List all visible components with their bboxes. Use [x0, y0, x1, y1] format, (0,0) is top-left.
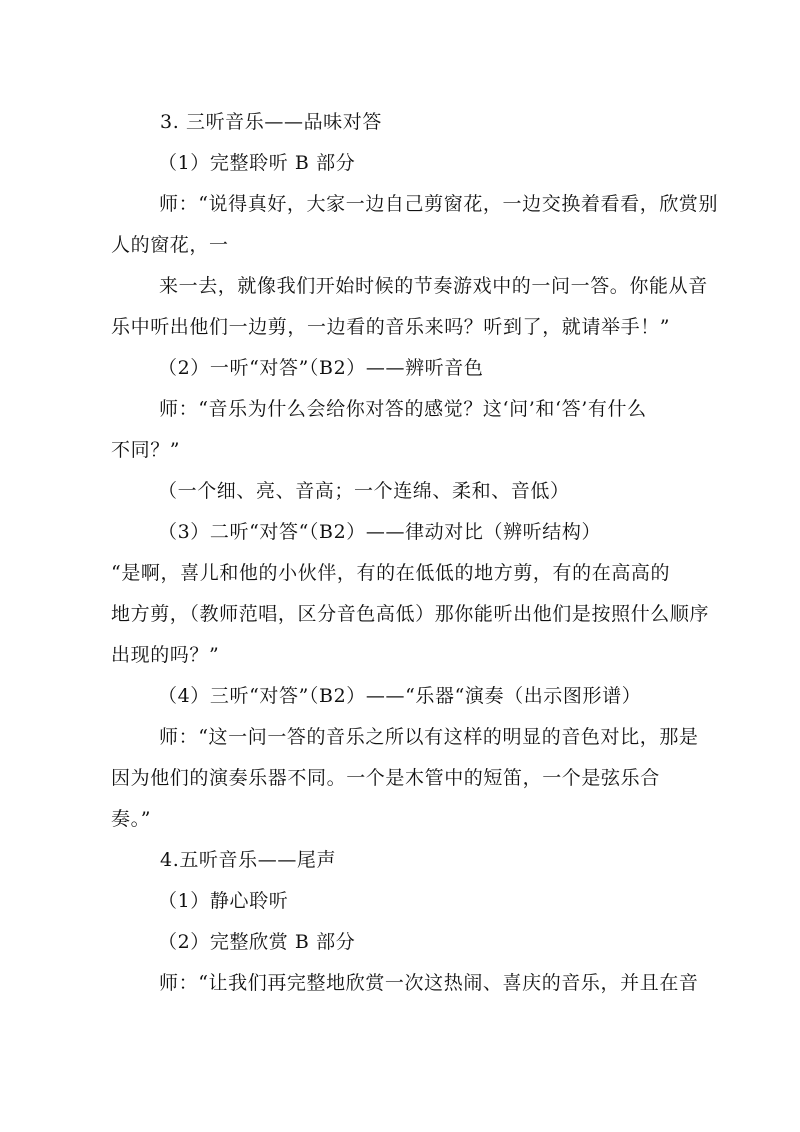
section-heading-3: 3. 三听音乐——品味对答	[160, 111, 382, 133]
subheading: （2）一听“对答”（B2）——辨听音色	[158, 357, 484, 379]
paragraph-line: 人的窗花，一	[111, 234, 229, 256]
paragraph-line: 乐中听出他们一边剪，一边看的音乐来吗？听到了，就请举手！”	[111, 316, 671, 338]
paragraph-line: 师：“让我们再完整地欣赏一次这热闹、喜庆的音乐，并且在音	[159, 972, 699, 994]
paragraph-line: （一个细、亮、音高；一个连绵、柔和、音低）	[158, 480, 570, 502]
paragraph-line: 出现的吗？”	[111, 644, 220, 666]
paragraph-line: 奏。”	[111, 808, 152, 830]
subheading: （2）完整欣赏 B 部分	[158, 931, 356, 953]
subheading: （3）二听“对答“（B2）——律动对比（辨听结构）	[158, 521, 602, 543]
subheading: （1）静心聆听	[158, 890, 289, 912]
paragraph-line: 师：“音乐为什么会给你对答的感觉？这‘问’和‘答’有什么	[159, 398, 647, 420]
section-heading-4: 4.五听音乐——尾声	[160, 849, 337, 871]
paragraph-line: 师：“说得真好，大家一边自己剪窗花，一边交换着看看，欣赏别	[159, 193, 719, 215]
paragraph-line: 不同？”	[111, 439, 181, 461]
paragraph-line: 师：“这一问一答的音乐之所以有这样的明显的音色对比，那是	[159, 726, 699, 748]
paragraph-line: “是啊，喜儿和他的小伙伴，有的在低低的地方剪，有的在高高的	[111, 562, 671, 584]
subheading: （4）三听“对答”（B2）——“乐器“演奏（出示图形谱）	[158, 685, 642, 707]
paragraph-line: 来一去，就像我们开始时候的节奏游戏中的一问一答。你能从音	[159, 275, 708, 297]
paragraph-line: 因为他们的演奏乐器不同。一个是木管中的短笛，一个是弦乐合	[111, 767, 660, 789]
subheading: （1）完整聆听 B 部分	[158, 152, 356, 174]
paragraph-line: 地方剪，（教师范唱，区分音色高低）那你能听出他们是按照什么顺序	[111, 603, 710, 625]
